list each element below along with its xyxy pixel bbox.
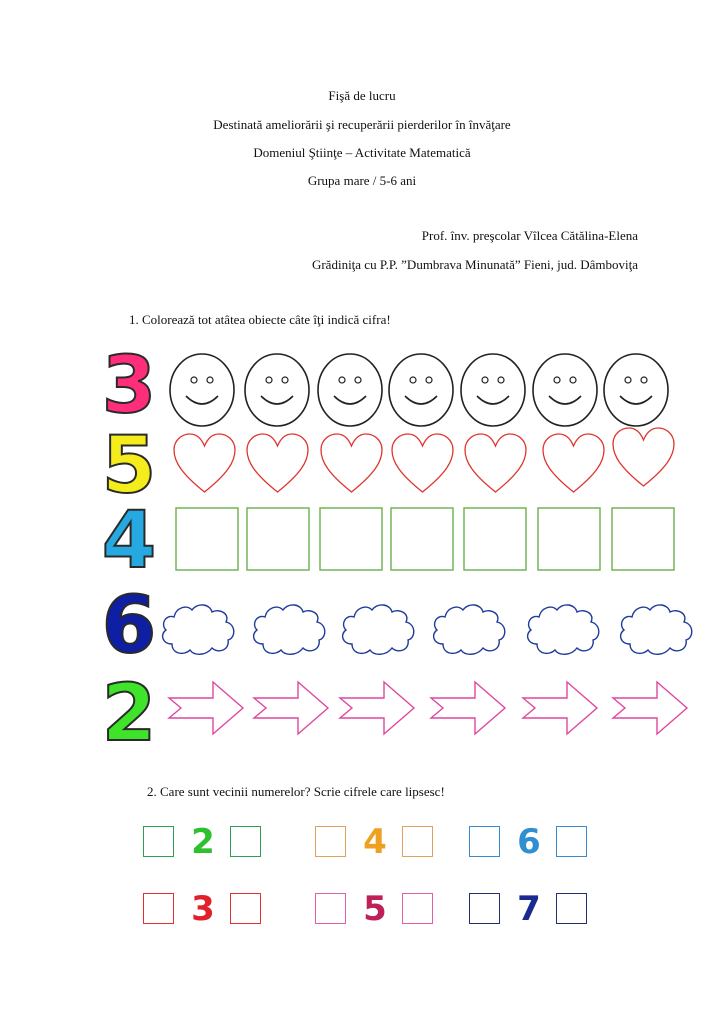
heart-icon[interactable] <box>172 432 237 496</box>
cloud-icon[interactable] <box>429 600 509 658</box>
given-number: 6 <box>517 822 541 862</box>
right-neighbor-box[interactable] <box>230 826 261 857</box>
exercise2-instruction: 2. Care sunt vecinii numerelor? Scrie cifrele care lipsesc! <box>147 784 445 799</box>
exercise1-instruction: 1. Colorează tot atâtea obiecte câte îţi indică cifra! <box>129 312 391 327</box>
row-number-4: 4 <box>101 496 157 586</box>
heart-icon[interactable] <box>611 426 676 490</box>
right-neighbor-box[interactable] <box>556 826 587 857</box>
given-number: 2 <box>191 822 215 862</box>
worksheet-purpose: Destinată ameliorării şi recuperării pierderilor în învăţare <box>213 117 511 132</box>
cloud-icon[interactable] <box>616 600 696 658</box>
heart-icon[interactable] <box>390 432 455 496</box>
heart-icon[interactable] <box>245 432 310 496</box>
arrow-icon[interactable] <box>611 680 689 736</box>
row-number-5: 5 <box>101 421 157 511</box>
row-number-6: 6 <box>101 581 157 671</box>
left-neighbor-box[interactable] <box>315 826 346 857</box>
right-neighbor-box[interactable] <box>230 893 261 924</box>
given-number: 3 <box>191 889 215 929</box>
smiley-icon[interactable] <box>531 352 599 428</box>
smiley-icon[interactable] <box>316 352 384 428</box>
smiley-icon[interactable] <box>387 352 455 428</box>
arrow-icon[interactable] <box>338 680 416 736</box>
square-icon[interactable] <box>175 507 239 571</box>
heart-icon[interactable] <box>319 432 384 496</box>
right-neighbor-box[interactable] <box>556 893 587 924</box>
given-number: 7 <box>517 889 541 929</box>
smiley-icon[interactable] <box>459 352 527 428</box>
arrow-icon[interactable] <box>429 680 507 736</box>
row-number-2: 2 <box>101 669 157 759</box>
given-number: 4 <box>363 822 387 862</box>
right-neighbor-box[interactable] <box>402 826 433 857</box>
worksheet-group: Grupa mare / 5-6 ani <box>307 173 417 188</box>
cloud-icon[interactable] <box>249 600 329 658</box>
arrow-icon[interactable] <box>521 680 599 736</box>
square-icon[interactable] <box>463 507 527 571</box>
square-icon[interactable] <box>537 507 601 571</box>
teacher-name: Prof. înv. preşcolar Vîlcea Cătălina-Elena <box>421 228 638 243</box>
cloud-icon[interactable] <box>158 600 238 658</box>
school-name: Grădiniţa cu P.P. ”Dumbrava Minunată” Fieni, jud. Dâmboviţa <box>311 257 638 272</box>
left-neighbor-box[interactable] <box>143 826 174 857</box>
worksheet-title: Fişă de lucru <box>328 88 396 103</box>
cloud-icon[interactable] <box>523 600 603 658</box>
cloud-icon[interactable] <box>338 600 418 658</box>
square-icon[interactable] <box>611 507 675 571</box>
square-icon[interactable] <box>319 507 383 571</box>
smiley-icon[interactable] <box>243 352 311 428</box>
left-neighbor-box[interactable] <box>469 893 500 924</box>
arrow-icon[interactable] <box>167 680 245 736</box>
left-neighbor-box[interactable] <box>143 893 174 924</box>
worksheet-domain: Domeniul Ştiinţe – Activitate Matematică <box>253 145 471 160</box>
square-icon[interactable] <box>390 507 454 571</box>
left-neighbor-box[interactable] <box>469 826 500 857</box>
smiley-icon[interactable] <box>168 352 236 428</box>
given-number: 5 <box>363 889 387 929</box>
smiley-icon[interactable] <box>602 352 670 428</box>
heart-icon[interactable] <box>463 432 528 496</box>
arrow-icon[interactable] <box>252 680 330 736</box>
row-number-3: 3 <box>101 341 157 431</box>
right-neighbor-box[interactable] <box>402 893 433 924</box>
left-neighbor-box[interactable] <box>315 893 346 924</box>
heart-icon[interactable] <box>541 432 606 496</box>
square-icon[interactable] <box>246 507 310 571</box>
